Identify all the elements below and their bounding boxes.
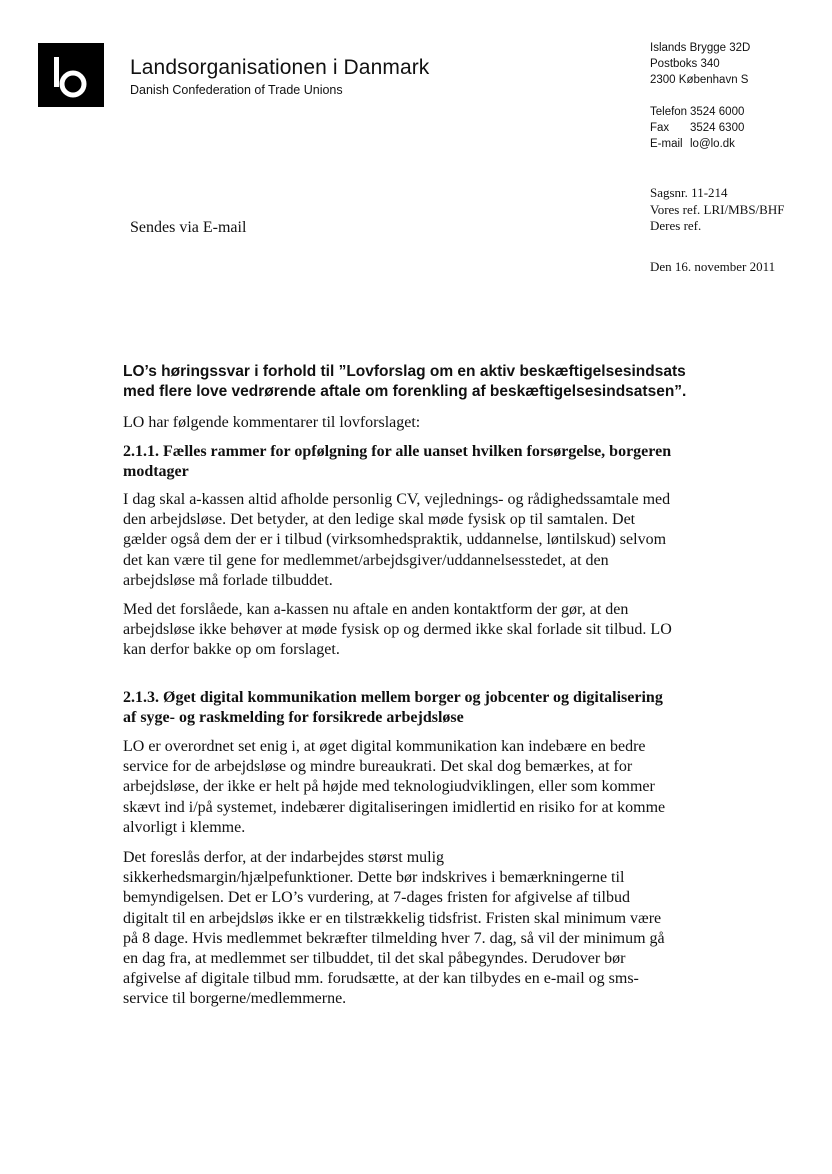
- address-line: Postboks 340: [650, 58, 720, 70]
- delivery-note: Sendes via E-mail: [130, 219, 247, 236]
- letter-date: Den 16. november 2011: [650, 259, 776, 274]
- contact-block: [650, 104, 744, 152]
- address-line: Islands Brygge 32D: [650, 42, 751, 54]
- paragraph-line: skævt ind i/på systemet, indebærer digitaliseringen imidlertid en risiko for at komme: [123, 798, 666, 816]
- case-number: Sagsnr. 11-214: [650, 185, 728, 200]
- paragraph-line: Det foreslås derfor, at der indarbejdes størst mulig: [123, 849, 445, 866]
- paragraph: [123, 600, 672, 661]
- paragraph-line: Med det forslåede, kan a-kassen nu aftale en anden kontaktform der gør, at den: [123, 601, 629, 618]
- organisation-name: Landsorganisationen i Danmark: [130, 56, 430, 79]
- contact-label: Telefon: [650, 106, 688, 118]
- contact-value: 3524 6000: [690, 106, 745, 118]
- title-line: med flere love vedrørende aftale om forenkling af beskæftigelsesindsatsen”.: [123, 383, 687, 400]
- contact-value: 3524 6300: [690, 122, 745, 134]
- paragraph-line: arbejdsløse, der ikke er helt på højde med teknologiudviklingen, eller som kommer: [123, 778, 655, 796]
- paragraph-line: service for de arbejdsløse og mindre bureaukrati. Det skal dog bemærkes, at for: [123, 758, 633, 776]
- paragraph-line: digitalt til en arbejdsløs ikke er en tilstrækkelig tidsfrist. Fristen skal minimum være: [123, 909, 662, 927]
- address-block: [650, 40, 750, 88]
- paragraph-line: LO er overordnet set enig i, at øget digital kommunikation kan indebære en bedre: [123, 738, 646, 755]
- our-reference: Vores ref. LRI/MBS/BHF: [650, 201, 785, 217]
- paragraph: [123, 737, 665, 838]
- contact-email: [650, 136, 744, 152]
- paragraph: [123, 848, 665, 1010]
- section-heading-2-1-3: [123, 688, 723, 728]
- heading-line: af syge- og raskmelding for forsikrede arbejdsløse: [123, 709, 464, 726]
- contact-value: lo@lo.dk: [690, 138, 735, 150]
- paragraph-line: det kan være til gene for medlemmet/arbejdsgiver/uddannelsesstedet, at den: [123, 551, 609, 569]
- lo-logo-mark: [38, 43, 104, 107]
- organisation-subtitle: Danish Confederation of Trade Unions: [130, 83, 343, 97]
- paragraph-line: kan derfor bakke op om forslaget.: [123, 641, 340, 659]
- your-reference: Deres ref.: [650, 218, 702, 233]
- paragraph-line: service til borgerne/medlemmerne.: [123, 990, 347, 1008]
- paragraph-line: arbejdsløse må forlade tilbuddet.: [123, 571, 333, 589]
- heading-line: modtager: [123, 463, 189, 480]
- paragraph: [123, 490, 670, 591]
- paragraph-line: en dag fra, at medlemmet ser tilbuddet, til det skal påbegyndes. Derudover bør: [123, 950, 626, 968]
- contact-label: E-mail: [650, 138, 683, 150]
- section-heading-2-1-1: [123, 442, 723, 482]
- contact-phone: [650, 104, 744, 120]
- contact-fax: [650, 120, 744, 136]
- document-title: [123, 362, 723, 402]
- contact-label: Fax: [650, 122, 670, 134]
- paragraph-line: I dag skal a-kassen altid afholde personlig CV, vejlednings- og rådighedssamtale med: [123, 491, 671, 508]
- paragraph-line: gælder også dem der er i tilbud (virksomhedspraktik, uddannelse, løntilskud) selvom: [123, 531, 667, 549]
- title-line: LO’s høringssvar i forhold til ”Lovforslag om en aktiv beskæftigelsesindsats: [123, 363, 686, 380]
- paragraph-line: alvorligt i klemme.: [123, 818, 246, 836]
- paragraph-line: bemyndigelsen. Det er LO’s vurdering, at 7-dages fristen for afgivelse af tilbud: [123, 889, 630, 907]
- reference-block: [650, 185, 784, 235]
- paragraph-line: den arbejdsløse. Det betyder, at den ledige skal møde fysisk op til samtalen. Det: [123, 511, 636, 529]
- heading-line: 2.1.3. Øget digital kommunikation mellem borger og jobcenter og digitalisering: [123, 689, 663, 706]
- heading-line: 2.1.1. Fælles rammer for opfølgning for alle uanset hvilken forsørgelse, borgeren: [123, 443, 672, 460]
- address-line: 2300 København S: [650, 74, 749, 86]
- paragraph-line: arbejdsløse ikke behøver at møde fysisk op og dermed ikke skal forlade sit tilbud. LO: [123, 621, 672, 639]
- paragraph-line: afgivelse af digitale tilbud mm. forudsætte, at der kan tilbydes en e-mail og sms-: [123, 970, 639, 988]
- lo-logo: [38, 43, 104, 107]
- intro-text: LO har følgende kommentarer til lovforslaget:: [123, 414, 421, 431]
- paragraph-line: på 8 dage. Hvis medlemmet bekræfter tilmelding hver 7. dag, så vil der minimum gå: [123, 929, 665, 947]
- paragraph-line: sikkerhedsmargin/hjælpefunktioner. Dette bør indskrives i bemærkningerne til: [123, 869, 625, 887]
